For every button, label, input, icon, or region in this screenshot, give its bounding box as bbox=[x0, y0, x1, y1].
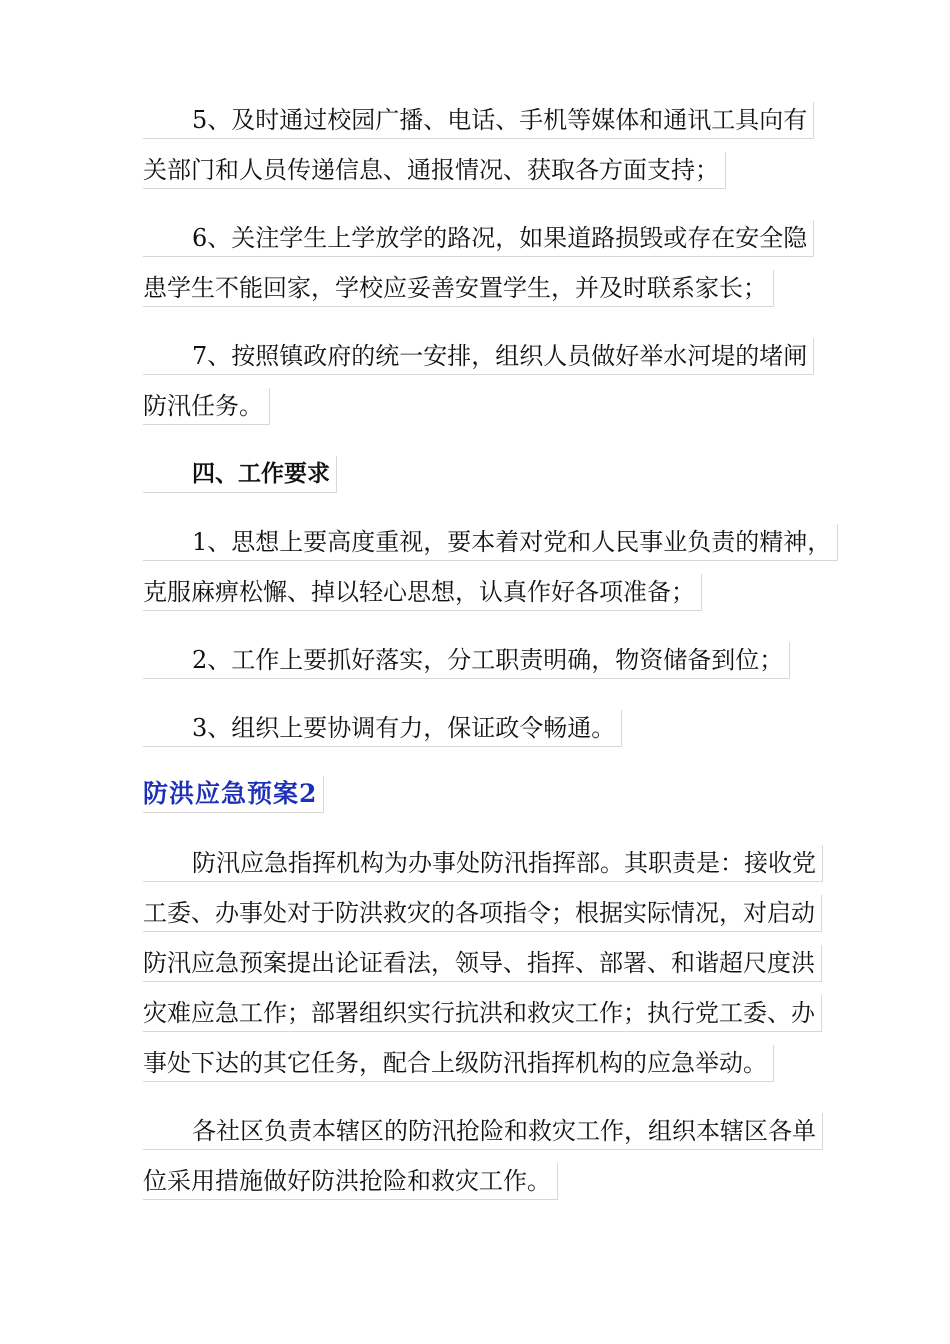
paragraph-line: 7、按照镇政府的统一安排，组织人员做好举水河堤的堵闸 bbox=[143, 338, 814, 375]
paragraph-line: 关部门和人员传递信息、通报情况、获取各方面支持； bbox=[143, 152, 726, 189]
paragraph-line: 1、思想上要高度重视，要本着对党和人民事业负责的精神， bbox=[143, 524, 838, 561]
paragraph-line: 各社区负责本辖区的防汛抢险和救灾工作，组织本辖区各单 bbox=[143, 1113, 823, 1150]
paragraph-line: 位采用措施做好防洪抢险和救灾工作。 bbox=[143, 1163, 558, 1200]
paragraph-line: 克服麻痹松懈、掉以轻心思想，认真作好各项准备； bbox=[143, 574, 702, 611]
paragraph-line: 5、及时通过校园广播、电话、手机等媒体和通讯工具向有 bbox=[143, 102, 814, 139]
paragraph-line: 2、工作上要抓好落实，分工职责明确，物资储备到位； bbox=[143, 642, 790, 679]
paragraph-line: 3、组织上要协调有力，保证政令畅通。 bbox=[143, 710, 622, 747]
paragraph-line: 工委、办事处对于防洪救灾的各项指令；根据实际情况，对启动 bbox=[143, 895, 822, 932]
document-title: 防洪应急预案2 bbox=[143, 776, 324, 813]
paragraph-line: 防汛任务。 bbox=[143, 388, 270, 425]
paragraph-line: 患学生不能回家，学校应妥善安置学生，并及时联系家长； bbox=[143, 270, 774, 307]
section-heading: 四、工作要求 bbox=[143, 456, 337, 493]
paragraph-line: 事处下达的其它任务，配合上级防汛指挥机构的应急举动。 bbox=[143, 1045, 774, 1082]
paragraph-line: 防汛应急预案提出论证看法，领导、指挥、部署、和谐超尺度洪 bbox=[143, 945, 822, 982]
paragraph-line: 灾难应急工作；部署组织实行抗洪和救灾工作；执行党工委、办 bbox=[143, 995, 822, 1032]
paragraph-line: 6、关注学生上学放学的路况，如果道路损毁或存在安全隐 bbox=[143, 220, 814, 257]
paragraph-line: 防汛应急指挥机构为办事处防汛指挥部。其职责是：接收党 bbox=[143, 845, 823, 882]
